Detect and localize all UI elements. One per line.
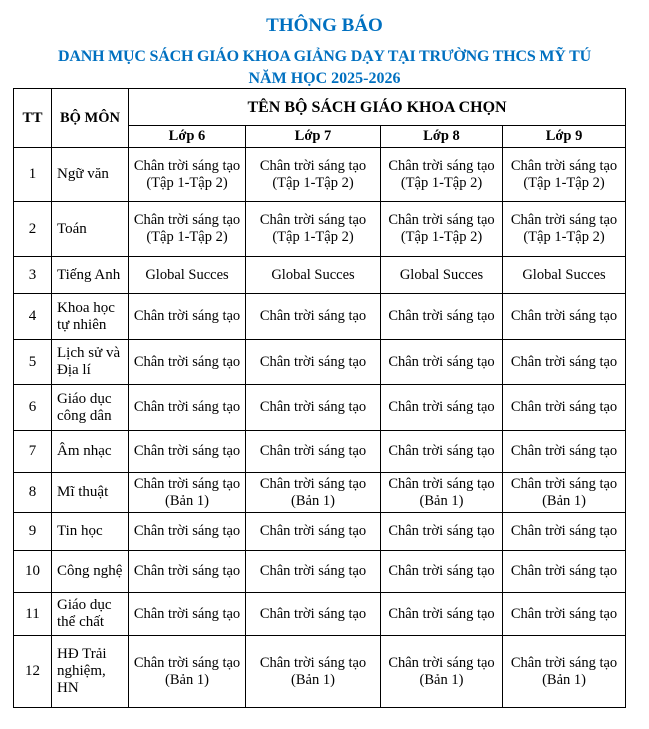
table-row <box>14 551 626 593</box>
book-cell-grade-8: Chân trời sáng tạo <box>381 385 503 431</box>
book-cell-grade-6: Chân trời sáng tạo <box>129 513 246 551</box>
book-cell-grade-6: Chân trời sáng tạo <box>129 593 246 636</box>
row-number: 2 <box>14 202 52 257</box>
row-number: 7 <box>14 431 52 473</box>
subject-name: Giáo dục thể chất <box>52 593 129 636</box>
book-cell-grade-7: Chân trời sáng tạo <box>246 294 381 340</box>
book-cell-grade-7: Chân trời sáng tạo (Tập 1-Tập 2) <box>246 148 381 202</box>
header-grade-7: Lớp 7 <box>246 126 381 148</box>
header-grade-6: Lớp 6 <box>129 126 246 148</box>
table-row <box>14 148 626 202</box>
notice-title: THÔNG BÁO <box>266 15 383 36</box>
book-cell-grade-8: Chân trời sáng tạo <box>381 551 503 593</box>
book-cell-grade-6: Chân trời sáng tạo <box>129 431 246 473</box>
row-number: 10 <box>14 551 52 593</box>
book-cell-grade-6: Chân trời sáng tạo (Bản 1) <box>129 473 246 513</box>
book-cell-grade-7: Chân trời sáng tạo (Bản 1) <box>246 473 381 513</box>
table-row <box>14 294 626 340</box>
book-cell-grade-6: Chân trời sáng tạo <box>129 551 246 593</box>
subject-name: Giáo dục công dân <box>52 385 129 431</box>
book-cell-grade-9: Chân trời sáng tạo <box>503 385 626 431</box>
school-year: NĂM HỌC 2025-2026 <box>248 70 401 87</box>
textbook-table <box>13 88 626 708</box>
subject-name: Công nghệ <box>52 551 129 593</box>
book-cell-grade-9: Chân trời sáng tạo (Bản 1) <box>503 636 626 708</box>
header-grade-9: Lớp 9 <box>503 126 626 148</box>
book-cell-grade-9: Chân trời sáng tạo (Tập 1-Tập 2) <box>503 202 626 257</box>
book-cell-grade-8: Chân trời sáng tạo (Bản 1) <box>381 636 503 708</box>
book-cell-grade-7: Chân trời sáng tạo (Tập 1-Tập 2) <box>246 202 381 257</box>
table-row <box>14 257 626 294</box>
table-row <box>14 340 626 385</box>
row-number: 3 <box>14 257 52 294</box>
book-cell-grade-6: Chân trời sáng tạo (Tập 1-Tập 2) <box>129 202 246 257</box>
book-cell-grade-7: Chân trời sáng tạo <box>246 340 381 385</box>
book-cell-grade-6: Chân trời sáng tạo <box>129 385 246 431</box>
row-number: 12 <box>14 636 52 708</box>
book-cell-grade-8: Chân trời sáng tạo <box>381 513 503 551</box>
table-row <box>14 385 626 431</box>
table-row <box>14 636 626 708</box>
book-cell-grade-9: Chân trời sáng tạo (Bản 1) <box>503 473 626 513</box>
row-number: 1 <box>14 148 52 202</box>
book-cell-grade-6: Chân trời sáng tạo <box>129 294 246 340</box>
header-grade-8: Lớp 8 <box>381 126 503 148</box>
book-cell-grade-7: Chân trời sáng tạo (Bản 1) <box>246 636 381 708</box>
book-cell-grade-7: Chân trời sáng tạo <box>246 431 381 473</box>
book-cell-grade-6: Chân trời sáng tạo (Tập 1-Tập 2) <box>129 148 246 202</box>
book-cell-grade-6: Global Succes <box>129 257 246 294</box>
book-cell-grade-6: Chân trời sáng tạo (Bản 1) <box>129 636 246 708</box>
book-cell-grade-8: Global Succes <box>381 257 503 294</box>
book-cell-grade-9: Global Succes <box>503 257 626 294</box>
table-row <box>14 202 626 257</box>
book-cell-grade-8: Chân trời sáng tạo <box>381 431 503 473</box>
book-cell-grade-9: Chân trời sáng tạo <box>503 593 626 636</box>
subject-name: Ngữ văn <box>52 148 129 202</box>
table-row <box>14 431 626 473</box>
book-cell-grade-9: Chân trời sáng tạo (Tập 1-Tập 2) <box>503 148 626 202</box>
book-cell-grade-7: Chân trời sáng tạo <box>246 513 381 551</box>
subject-name: Toán <box>52 202 129 257</box>
table-row <box>14 593 626 636</box>
book-cell-grade-6: Chân trời sáng tạo <box>129 340 246 385</box>
row-number: 6 <box>14 385 52 431</box>
table-row <box>14 513 626 551</box>
book-cell-grade-8: Chân trời sáng tạo <box>381 593 503 636</box>
row-number: 11 <box>14 593 52 636</box>
book-cell-grade-7: Chân trời sáng tạo <box>246 551 381 593</box>
book-cell-grade-7: Chân trời sáng tạo <box>246 385 381 431</box>
book-cell-grade-7: Global Succes <box>246 257 381 294</box>
book-cell-grade-7: Chân trời sáng tạo <box>246 593 381 636</box>
row-number: 4 <box>14 294 52 340</box>
book-cell-grade-9: Chân trời sáng tạo <box>503 551 626 593</box>
subject-name: Lịch sử và Địa lí <box>52 340 129 385</box>
subject-name: Mĩ thuật <box>52 473 129 513</box>
notice-subtitle: DANH MỤC SÁCH GIÁO KHOA GIẢNG DẠY TẠI TRƯỜNG THCS MỸ TÚ <box>58 48 591 65</box>
book-cell-grade-8: Chân trời sáng tạo (Tập 1-Tập 2) <box>381 148 503 202</box>
row-number: 9 <box>14 513 52 551</box>
header-tt: TT <box>14 89 52 148</box>
subject-name: Âm nhạc <box>52 431 129 473</box>
book-cell-grade-9: Chân trời sáng tạo <box>503 431 626 473</box>
subject-name: HĐ Trải nghiệm, HN <box>52 636 129 708</box>
subject-name: Tin học <box>52 513 129 551</box>
header-subject: BỘ MÔN <box>52 89 129 148</box>
row-number: 8 <box>14 473 52 513</box>
subject-name: Khoa học tự nhiên <box>52 294 129 340</box>
book-cell-grade-8: Chân trời sáng tạo <box>381 294 503 340</box>
book-cell-grade-9: Chân trời sáng tạo <box>503 340 626 385</box>
book-cell-grade-8: Chân trời sáng tạo (Bản 1) <box>381 473 503 513</box>
book-cell-grade-8: Chân trời sáng tạo <box>381 340 503 385</box>
book-cell-grade-8: Chân trời sáng tạo (Tập 1-Tập 2) <box>381 202 503 257</box>
row-number: 5 <box>14 340 52 385</box>
subject-name: Tiếng Anh <box>52 257 129 294</box>
book-cell-grade-9: Chân trời sáng tạo <box>503 294 626 340</box>
header-books: TÊN BỘ SÁCH GIÁO KHOA CHỌN <box>129 89 626 126</box>
table-row <box>14 473 626 513</box>
book-cell-grade-9: Chân trời sáng tạo <box>503 513 626 551</box>
